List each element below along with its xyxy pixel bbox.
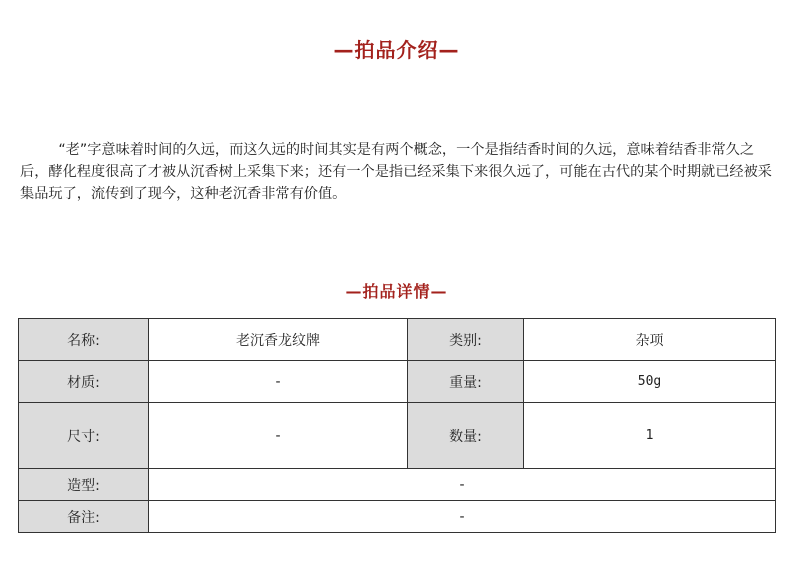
quantity-value: 1 <box>524 403 776 469</box>
material-label: 材质: <box>19 361 149 403</box>
shape-value: - <box>149 469 776 501</box>
lot-details-title: —拍品详情— <box>345 282 448 301</box>
lot-intro-text: “老”字意味着时间的久远，而这久远的时间其实是有两个概念，一个是指结香时间的久远，意味着结香非常久之后，酵化程度很高了才被从沉香树上采集下来；还有一个是指已经采集下来很久远了，可能在古代的某个时期就已经被采集品玩了，流传到了现今，这种老沉香非常有价值。 <box>20 142 772 203</box>
table-row <box>19 403 776 469</box>
table-row <box>19 319 776 361</box>
weight-label: 重量: <box>408 361 524 403</box>
quantity-label: 数量: <box>408 403 524 469</box>
note-label: 备注: <box>19 501 149 533</box>
name-value: 老沉香龙纹牌 <box>149 319 408 361</box>
note-value: - <box>149 501 776 533</box>
material-value: - <box>149 361 408 403</box>
category-label: 类别: <box>408 319 524 361</box>
lot-intro-title: —拍品介绍— <box>333 38 460 62</box>
name-label: 名称: <box>19 319 149 361</box>
shape-label: 造型: <box>19 469 149 501</box>
size-value: - <box>149 403 408 469</box>
table-row <box>19 469 776 501</box>
table-row <box>19 361 776 403</box>
weight-value: 50g <box>524 361 776 403</box>
size-label: 尺寸: <box>19 403 149 469</box>
table-row <box>19 501 776 533</box>
lot-details-table <box>18 318 776 533</box>
category-value: 杂项 <box>524 319 776 361</box>
